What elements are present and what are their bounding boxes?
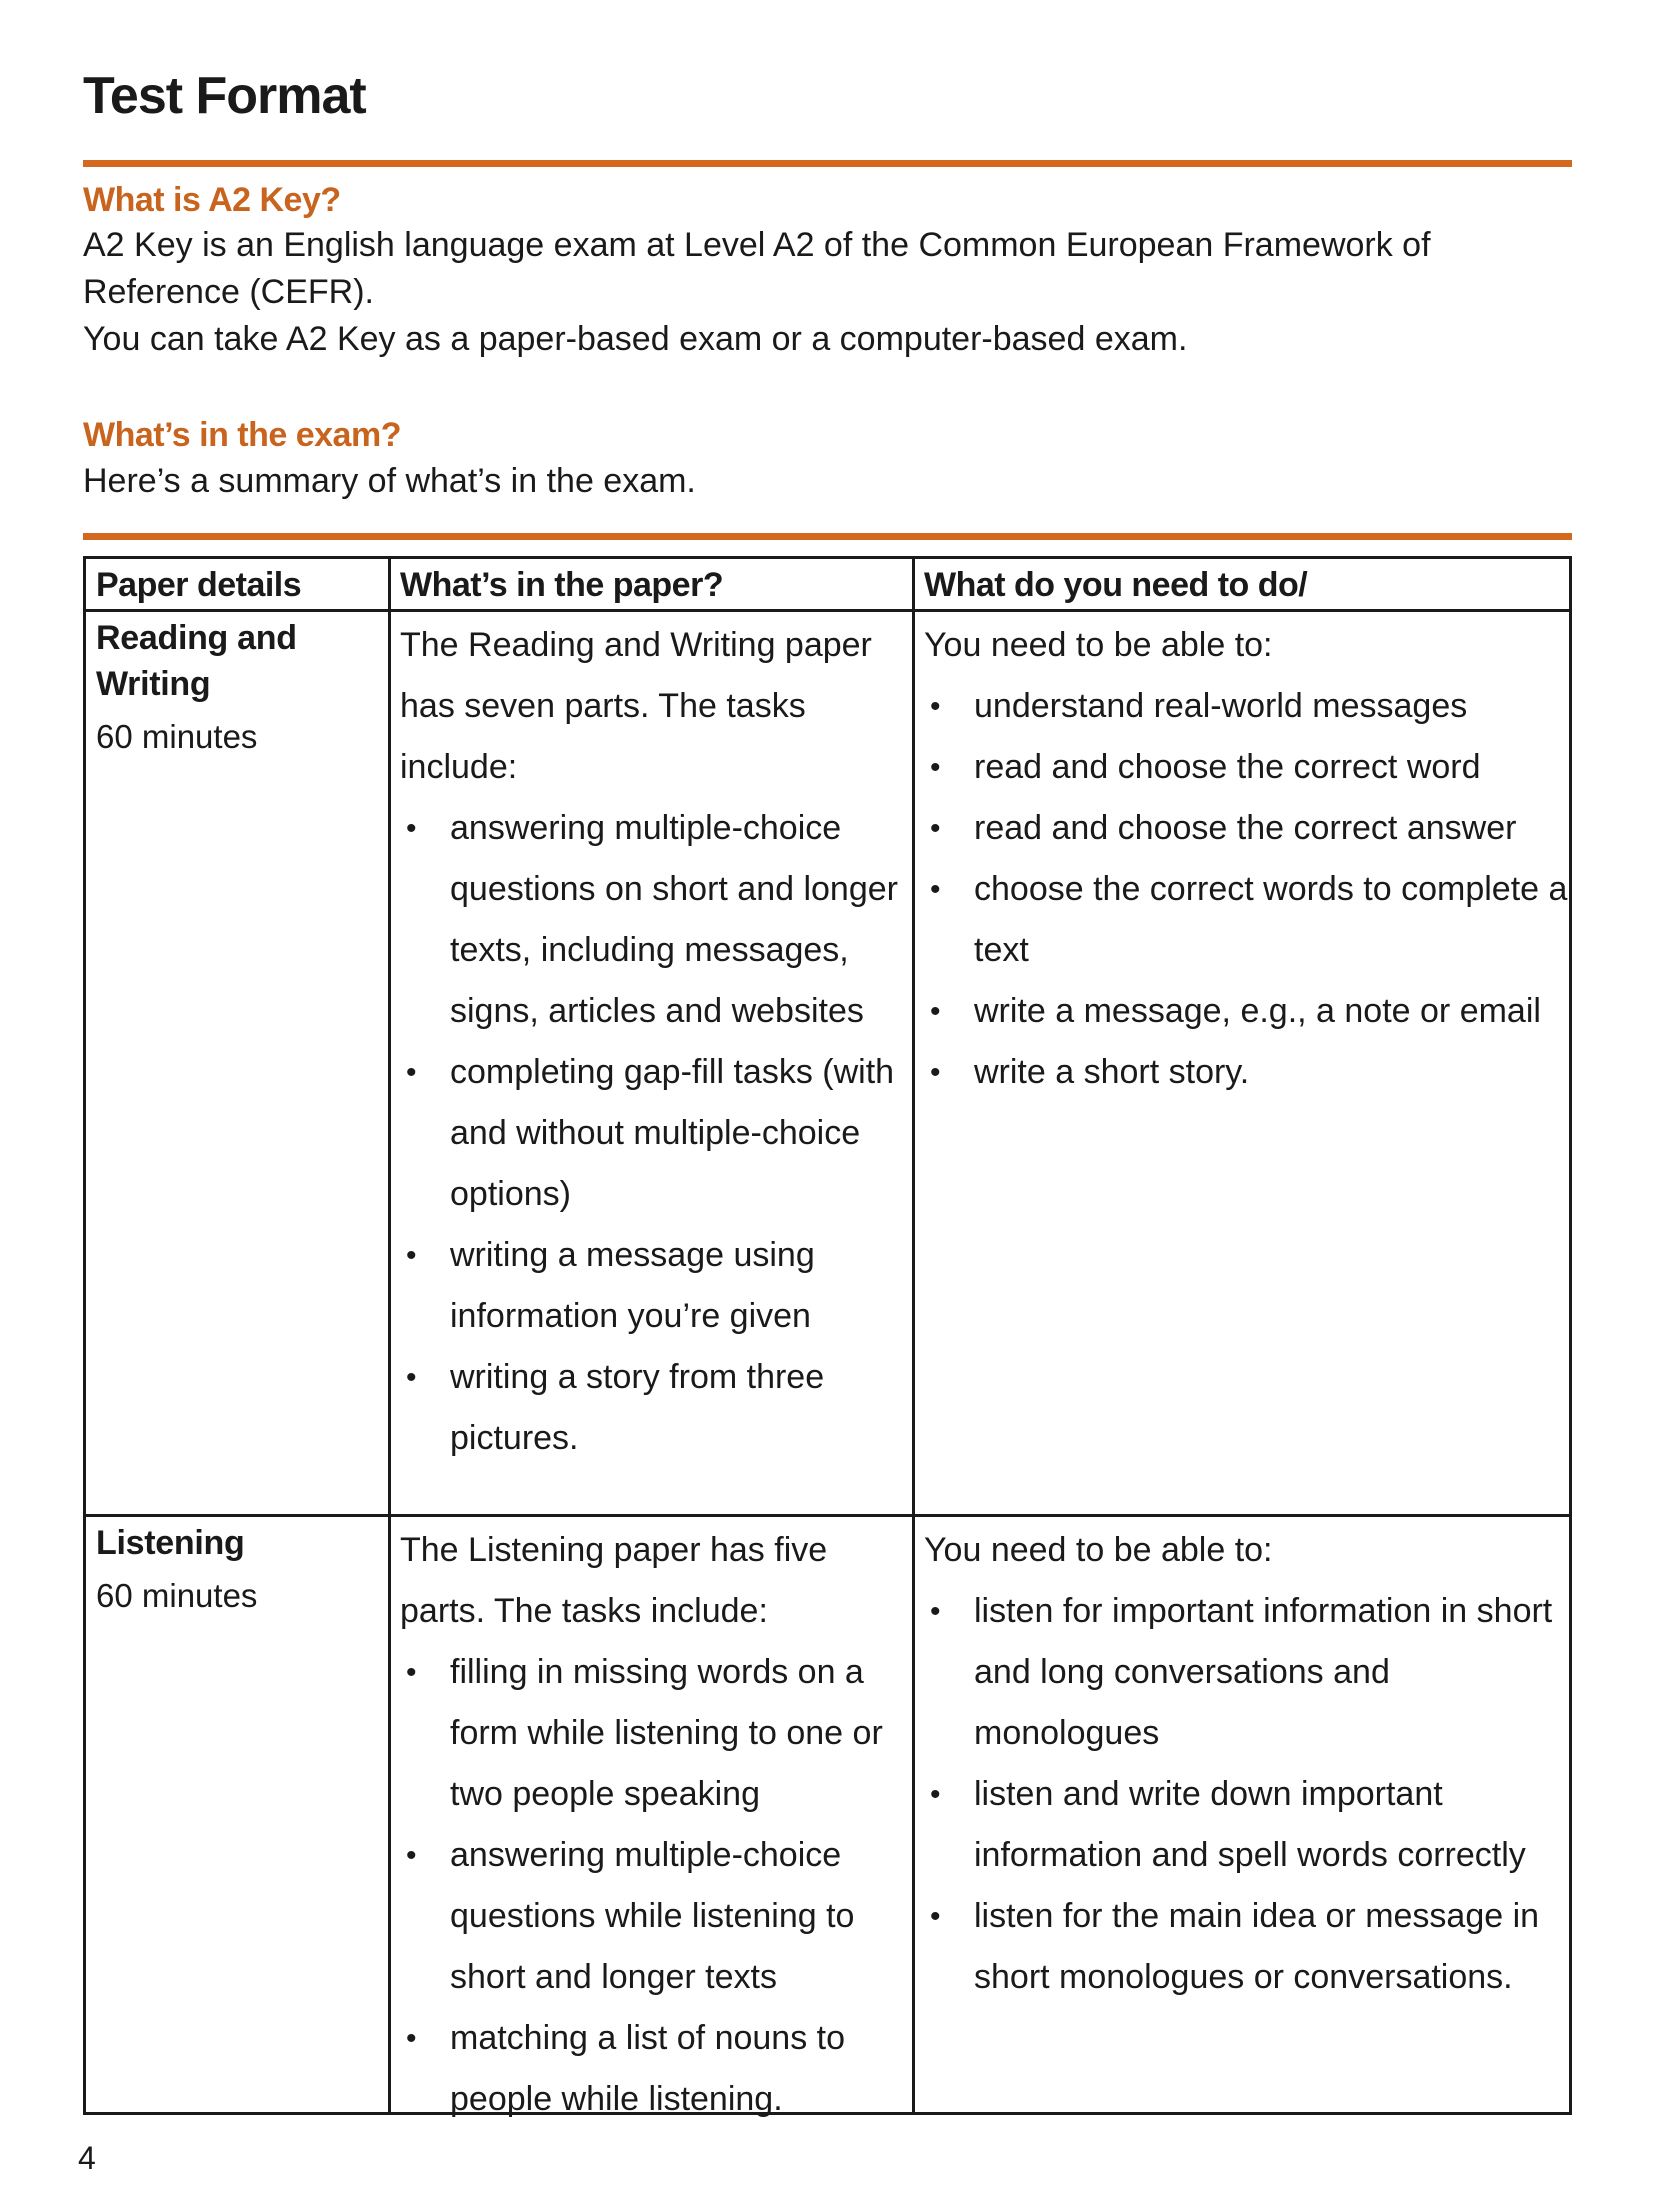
skill-list	[924, 1581, 1569, 2008]
table-row-reading-writing-skills	[924, 615, 1569, 1103]
list-item-text: write a short story.	[974, 1053, 1250, 1091]
section-heading-what-is-a2-key: What is A2 Key?	[83, 181, 341, 219]
list-item-text: read and choose the correct answer	[974, 809, 1517, 847]
intro-paragraph	[83, 222, 1563, 363]
list-item	[400, 798, 910, 1042]
bullet-icon: •	[406, 1056, 417, 1089]
column-header-what-to-do: What do you need to do/	[924, 566, 1308, 604]
list-item	[924, 1042, 1569, 1103]
list-item	[924, 1886, 1569, 2008]
paper-duration: 60 minutes	[96, 1577, 258, 1614]
list-item-text: completing gap-fill tasks (with and without multiple-choice options)	[450, 1053, 895, 1213]
list-item	[924, 676, 1569, 737]
task-list	[400, 1642, 910, 2130]
list-item-text: listen for the main idea or message in short monologues or conversations.	[974, 1897, 1540, 1996]
page-number: 4	[78, 2140, 96, 2176]
bullet-icon: •	[406, 1361, 417, 1394]
header-divider	[86, 609, 1569, 612]
row-divider	[86, 1514, 1569, 1517]
bullet-icon: •	[930, 812, 941, 845]
table-row-reading-writing-content	[400, 615, 910, 1469]
list-item-text: choose the correct words to complete a text	[974, 870, 1568, 969]
bullet-icon: •	[406, 812, 417, 845]
section-divider	[83, 160, 1572, 167]
bullet-icon: •	[930, 1778, 941, 1811]
table-divider	[83, 533, 1572, 540]
bullet-icon: •	[406, 1839, 417, 1872]
intro-line: Reference (CEFR).	[83, 273, 374, 311]
bullet-icon: •	[930, 751, 941, 784]
paper-intro: The Reading and Writing paper has seven parts. The tasks include:	[400, 626, 872, 786]
bullet-icon: •	[406, 2022, 417, 2055]
list-item	[924, 1764, 1569, 1886]
bullet-icon: •	[930, 995, 941, 1028]
list-item	[924, 1581, 1569, 1764]
bullet-icon: •	[930, 1595, 941, 1628]
list-item	[924, 737, 1569, 798]
list-item-text: answering multiple-choice questions on short and longer texts, including messages, signs, articles and websites	[450, 809, 898, 1030]
table-row-listening-skills	[924, 1520, 1569, 2008]
list-item	[400, 1347, 910, 1469]
bullet-icon: •	[406, 1239, 417, 1272]
task-list	[400, 798, 910, 1469]
list-item-text: listen for important information in short and long conversations and monologues	[974, 1592, 1553, 1752]
bullet-icon: •	[930, 873, 941, 906]
paper-duration: 60 minutes	[96, 718, 258, 755]
bullet-icon: •	[930, 1056, 941, 1089]
intro-line: A2 Key is an English language exam at Level A2 of the Common European Framework of	[83, 226, 1431, 264]
list-item-text: answering multiple-choice questions while listening to short and longer texts	[450, 1836, 855, 1996]
list-item-text: write a message, e.g., a note or email	[974, 992, 1541, 1030]
intro-line: You can take A2 Key as a paper-based exam or a computer-based exam.	[83, 320, 1188, 358]
column-divider	[388, 559, 391, 2112]
table-row-listening-content	[400, 1520, 910, 2130]
list-item	[924, 981, 1569, 1042]
list-item-text: matching a list of nouns to people while listening.	[450, 2019, 846, 2118]
list-item-text: writing a story from three pictures.	[450, 1358, 825, 1457]
paper-name: Reading and Writing	[96, 619, 297, 703]
list-item-text: understand real-world messages	[974, 687, 1468, 725]
skills-intro: You need to be able to:	[924, 1531, 1273, 1569]
column-divider	[912, 559, 915, 2112]
list-item	[400, 1642, 910, 1825]
list-item	[400, 2008, 910, 2130]
skills-intro: You need to be able to:	[924, 626, 1273, 664]
list-item	[924, 798, 1569, 859]
bullet-icon: •	[930, 690, 941, 723]
bullet-icon: •	[406, 1656, 417, 1689]
summary-paragraph: Here’s a summary of what’s in the exam.	[83, 462, 696, 500]
list-item-text: filling in missing words on a form while listening to one or two people speaking	[450, 1653, 883, 1813]
list-item	[400, 1225, 910, 1347]
paper-intro: The Listening paper has five parts. The tasks include:	[400, 1531, 828, 1630]
list-item-text: listen and write down important information and spell words correctly	[974, 1775, 1526, 1874]
column-header-whats-in-paper: What’s in the paper?	[400, 566, 724, 604]
bullet-icon: •	[930, 1900, 941, 1933]
list-item	[400, 1825, 910, 2008]
table-row-listening-details	[96, 1520, 386, 1626]
list-item	[924, 859, 1569, 981]
section-heading-whats-in-exam: What’s in the exam?	[83, 416, 401, 454]
list-item-text: read and choose the correct word	[974, 748, 1481, 786]
skill-list	[924, 676, 1569, 1103]
list-item	[400, 1042, 910, 1225]
list-item-text: writing a message using information you’re given	[450, 1236, 815, 1335]
table-row-reading-writing-details	[96, 615, 386, 767]
column-header-paper-details: Paper details	[96, 566, 302, 604]
test-format-table	[83, 556, 1572, 2118]
paper-name: Listening	[96, 1524, 245, 1562]
page-title: Test Format	[83, 67, 366, 125]
